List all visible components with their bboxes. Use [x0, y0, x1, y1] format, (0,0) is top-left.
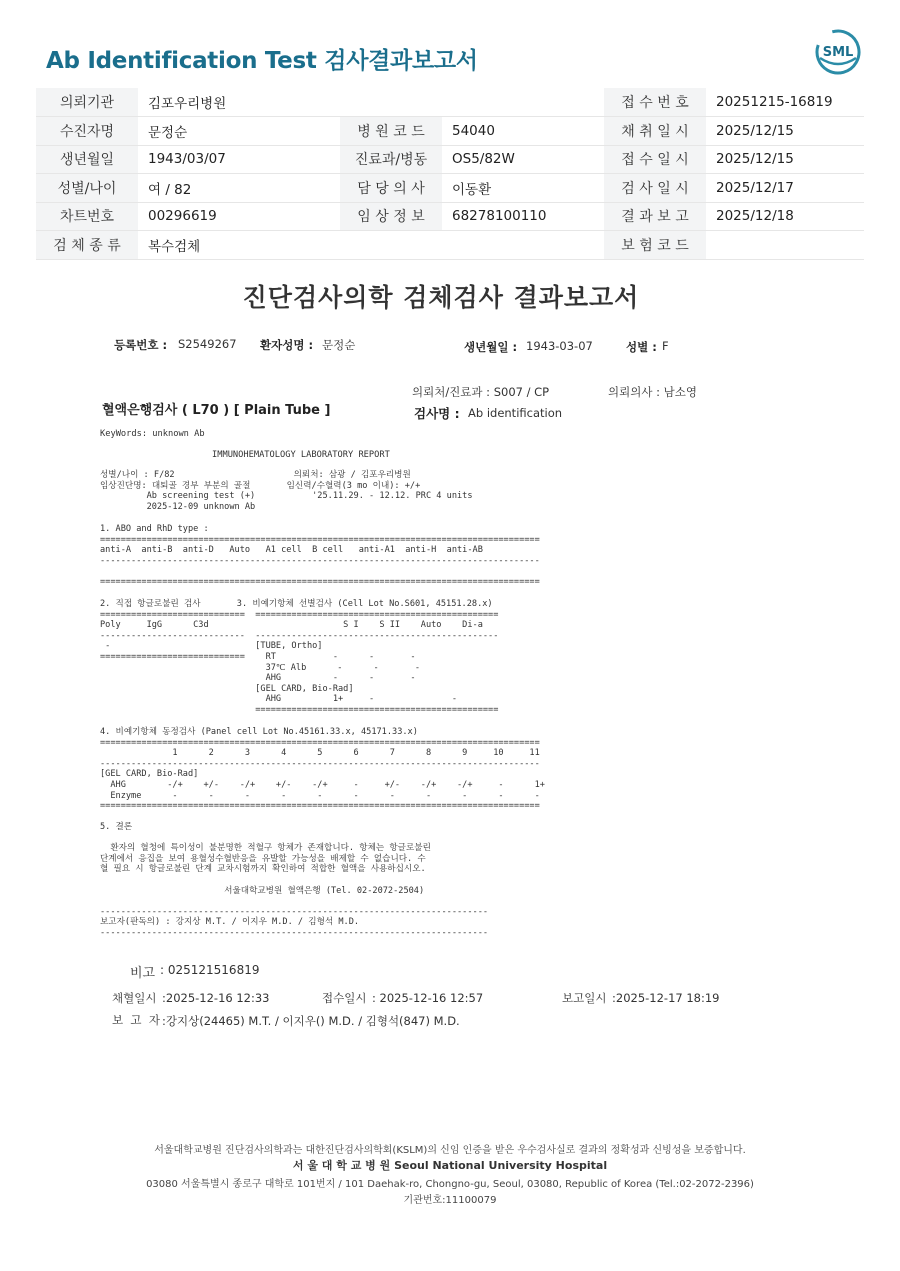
- info-label: 진료과/병동: [340, 145, 442, 174]
- info-value: 68278100110: [442, 202, 604, 231]
- info-row-6: [36, 231, 864, 260]
- patient-info-table: [36, 88, 864, 260]
- info-label: 임 상 정 보: [340, 202, 442, 231]
- panel-identification-section: 4. 비예기항체 동정검사 (Panel cell Lot No.45161.33.x, 45171.33.x) ===================================================================================== 1 2 3 4 5 6 7 8 9 10 11 ------------------------------------------------------------------------------------- [GEL CARD, Bio-Rad] AHG -/+ +/- -/+ +/- -/+ - +/- -/+ -/+ - 1+ Enzyme - - - - - - - - - - - =====================================================================================: [100, 727, 545, 812]
- info-value: OS5/82W: [442, 145, 604, 174]
- dob-value: 1943-03-07: [526, 339, 593, 353]
- info-value: 2025/12/17: [706, 174, 864, 203]
- info-label: 보 험 코 드: [604, 231, 706, 260]
- info-label: 성별/나이: [36, 174, 138, 203]
- info-value: 1943/03/07: [138, 145, 340, 174]
- exam-name-label: 검사명 :: [414, 406, 460, 421]
- collect-value: :2025-12-16 12:33: [162, 991, 270, 1005]
- name-label: 환자성명 :: [260, 338, 314, 352]
- name-value: 문정순: [322, 338, 356, 352]
- dat-screening-section: 2. 직접 항글로불린 검사 3. 비예기항체 선별검사 (Cell Lot No.S601, 45151.28.x) ============================ =============================================== Poly IgG C3d S I S II Auto Di-a ---------------------------- ----------------------------------------------- - [TUBE, Ortho] ============================ RT - - - 37℃ Alb - - - AHG - - - [GEL CARD, Bio-Rad] AHG 1+ - - ===============================================: [100, 599, 499, 715]
- doctor-info: 의뢰의사 : 남소영: [608, 385, 697, 399]
- conclusion-section: 5. 결론 환자의 혈청에 특이성이 불분명한 적혈구 항체가 존재합니다. 항체는 항글로불린 단계에서 응집을 보여 용혈성수혈반응을 유발할 가능성을 배제할 수 없습니다. 수 혈 필요 시 항글로불린 단계 교차시험까지 확인하여 적합한 혈액을 사용하십시오. 서울대학교병원 혈액은행 (Tel. 02-2072-2504) --------------------------------------------------------------------------- 보고자(판독의) : 강지상 M.T. / 이지우 M.D. / 김형석 M.D. ---------------------------------------------------------------------------: [100, 822, 489, 938]
- receipt-label: 접수일시: [322, 991, 367, 1005]
- info-label: 수진자명: [36, 117, 138, 146]
- info-value: 이동환: [442, 174, 604, 203]
- info-empty: [442, 88, 604, 117]
- info-value: 2025/12/15: [706, 117, 864, 146]
- sml-logo-icon: [814, 28, 862, 76]
- dob-label: 생년월일 :: [464, 340, 518, 354]
- info-label: 의뢰기관: [36, 88, 138, 117]
- keywords: KeyWords: unknown Ab: [100, 429, 205, 439]
- report-date-label: 보고일시: [562, 991, 607, 1005]
- logo-text: SML: [822, 45, 854, 60]
- info-value: 김포우리병원: [138, 88, 340, 117]
- sex-value: F: [662, 339, 669, 353]
- report-scan: [96, 268, 786, 1068]
- accreditation-note: 서울대학교병원 진단검사의학과는 대한진단검사의학회(KSLM)의 신임 인증을 받은 우수검사실로 결과의 정확성과 신빙성을 보증합니다.: [154, 1145, 746, 1156]
- info-label: 검 사 일 시: [604, 174, 706, 203]
- info-row-4: [36, 174, 864, 203]
- hospital-name: 서 울 대 학 교 병 원 Seoul National University Hospital: [292, 1159, 608, 1172]
- info-value: 여 / 82: [138, 174, 340, 203]
- info-row-3: [36, 145, 864, 174]
- info-label: 차트번호: [36, 202, 138, 231]
- institution-number: 기관번호:11100079: [403, 1195, 497, 1206]
- info-value: 복수검체: [138, 231, 340, 260]
- info-label: 접 수 번 호: [604, 88, 706, 117]
- info-label: 담 당 의 사: [340, 174, 442, 203]
- info-value: 문정순: [138, 117, 340, 146]
- info-label: 병 원 코 드: [340, 117, 442, 146]
- info-label: 검 체 종 류: [36, 231, 138, 260]
- lab-report-title: IMMUNOHEMATOLOGY LABORATORY REPORT: [212, 450, 390, 460]
- reg-value: S2549267: [178, 337, 237, 351]
- receipt-value: : 2025-12-16 12:57: [372, 991, 484, 1005]
- report-title: 진단검사의학 검체검사 결과보고서: [242, 283, 640, 312]
- info-empty: [442, 231, 604, 260]
- info-label: 채 취 일 시: [604, 117, 706, 146]
- info-value: 00296619: [138, 202, 340, 231]
- reg-label: 등록번호 :: [114, 338, 168, 352]
- note-label: 비고: [130, 966, 156, 981]
- abo-rhd-section: 1. ABO and RhD type : ===================================================================================== anti-A anti-B anti-D Auto A1 cell B cell anti-A1 anti-H anti-AB ------------------------------------------------------------------------------------- =====================================================================================: [100, 524, 540, 587]
- sex-label: 성별 :: [626, 340, 657, 354]
- note-value: : 025121516819: [160, 963, 260, 977]
- info-row-2: [36, 117, 864, 146]
- exam-name-value: Ab identification: [468, 406, 563, 420]
- info-value: [706, 231, 864, 260]
- page-title: Ab Identification Test 검사결과보고서: [46, 48, 478, 74]
- info-row-1: [36, 88, 864, 117]
- report-date-value: :2025-12-17 18:19: [612, 991, 720, 1005]
- collect-label: 채혈일시: [112, 991, 157, 1005]
- reporter-label: 보 고 자: [112, 1013, 160, 1027]
- info-value: 20251215-16819: [706, 88, 864, 117]
- info-empty: [340, 231, 442, 260]
- patient-block: 성별/나이 : F/82 의뢰처: 삼광 / 김포우리병원 임상진단명: 대퇴골 경부 부분의 골절 임신력/수혈력(3 mo 이내): +/+ Ab screening test (+) '25.11.29. - 12.12. PRC 4 units 2025-12-09 unknown Ab: [100, 470, 473, 512]
- reporter-value: :강지상(24465) M.T. / 이지우() M.D. / 김형석(847) M.D.: [162, 1014, 460, 1028]
- info-value: 2025/12/15: [706, 145, 864, 174]
- info-value: 54040: [442, 117, 604, 146]
- info-row-5: [36, 202, 864, 231]
- info-label: 결 과 보 고: [604, 202, 706, 231]
- exam-title: 혈액은행검사 ( L70 ) [ Plain Tube ]: [102, 403, 331, 418]
- info-label: 접 수 일 시: [604, 145, 706, 174]
- dept-info: 의뢰처/진료과 : S007 / CP: [412, 385, 550, 399]
- info-empty: [340, 88, 442, 117]
- info-label: 생년월일: [36, 145, 138, 174]
- hospital-address: 03080 서울특별시 종로구 대학로 101번지 / 101 Daehak-ro, Chongno-gu, Seoul, 03080, Republic of Korea (Tel.:02-2072-2396): [146, 1179, 754, 1190]
- info-value: 2025/12/18: [706, 202, 864, 231]
